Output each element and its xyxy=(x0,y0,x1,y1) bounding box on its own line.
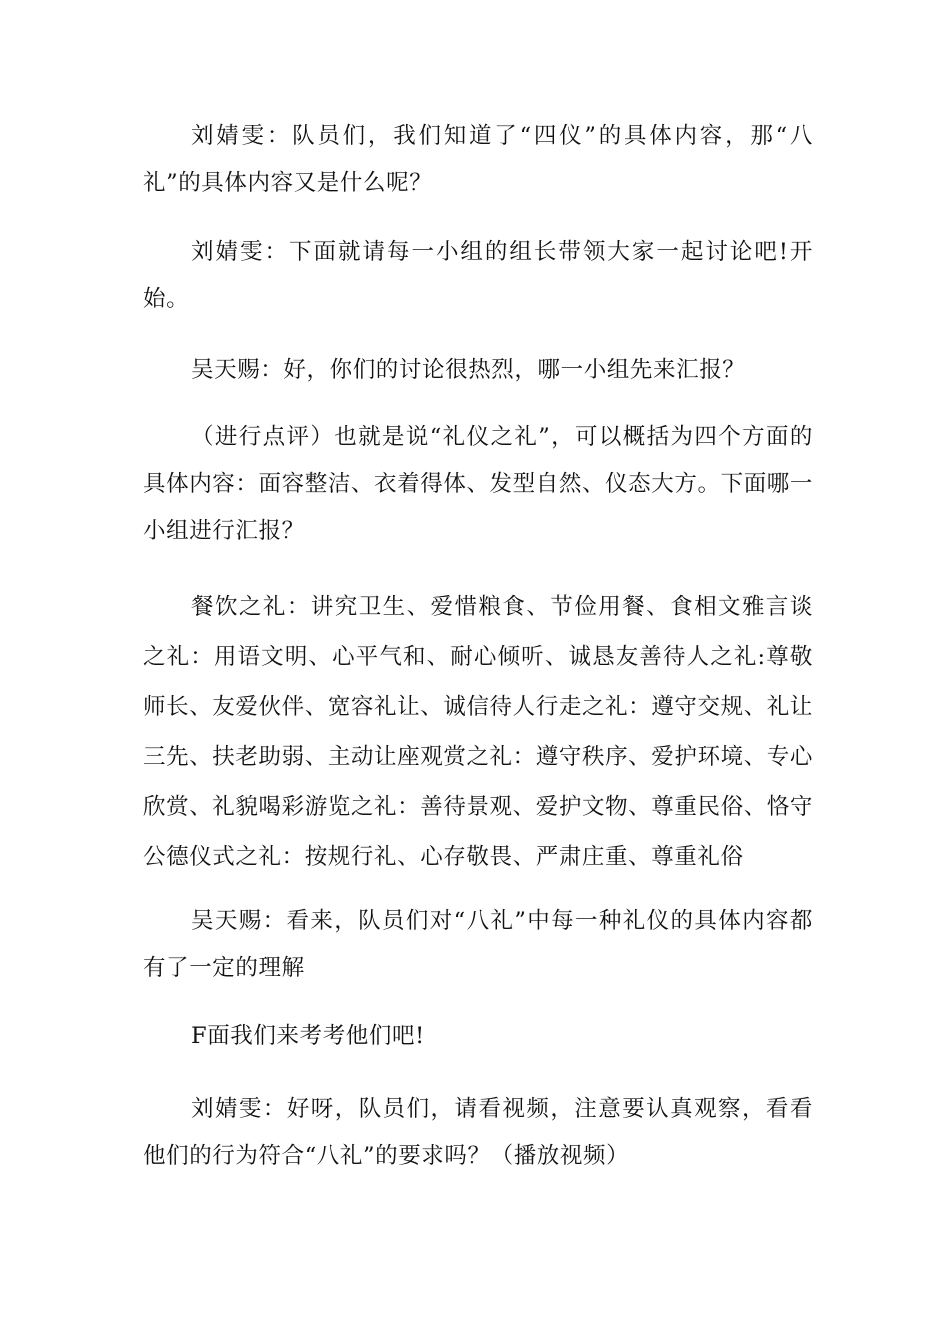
paragraph-test: F面我们来考考他们吧! xyxy=(191,1023,425,1049)
paragraph-wu-understanding: 吴天赐：看来，队员们对“八礼”中每一种礼仪的具体内容都有了一定的理解 xyxy=(143,908,813,981)
paragraph-liu-video: 刘婧雯：好呀，队员们，请看视频，注意要认真观察，看看他们的行为符合“八礼”的要求吗？（播放视频） xyxy=(143,1096,813,1169)
paragraph-liu-discuss: 刘婧雯：下面就请每一小组的组长带领大家一起讨论吧!开始。 xyxy=(143,239,813,312)
paragraph-comment: （进行点评）也就是说“礼仪之礼”，可以概括为四个方面的具体内容：面容整洁、衣着得体、发型自然、仪态大方。下面哪一小组进行汇报？ xyxy=(143,424,813,544)
paragraph-liu-question: 刘婧雯：队员们，我们知道了“四仪”的具体内容，那“八礼”的具体内容又是什么呢？ xyxy=(143,123,813,196)
paragraph-eight-etiquettes: 餐饮之礼：讲究卫生、爱惜粮食、节俭用餐、食相文雅言谈之礼：用语文明、心平气和、耐心倾听、诚恳友善待人之礼:尊敬师长、友爱伙伴、宽容礼让、诚信待人行走之礼：遵守交规、礼让三先、扶老助弱、主动让座观赏之礼：遵守秩序、爱护环境、专心欣赏、礼貌喝彩游览之礼：善待景观、爱护文物、尊重民俗、恪守公德仪式之礼：按规行礼、心存敬畏、严肃庄重、尊重礼俗 xyxy=(143,594,813,870)
paragraph-wu-report: 吴天赐：好，你们的讨论很热烈，哪一小组先来汇报？ xyxy=(191,357,746,383)
